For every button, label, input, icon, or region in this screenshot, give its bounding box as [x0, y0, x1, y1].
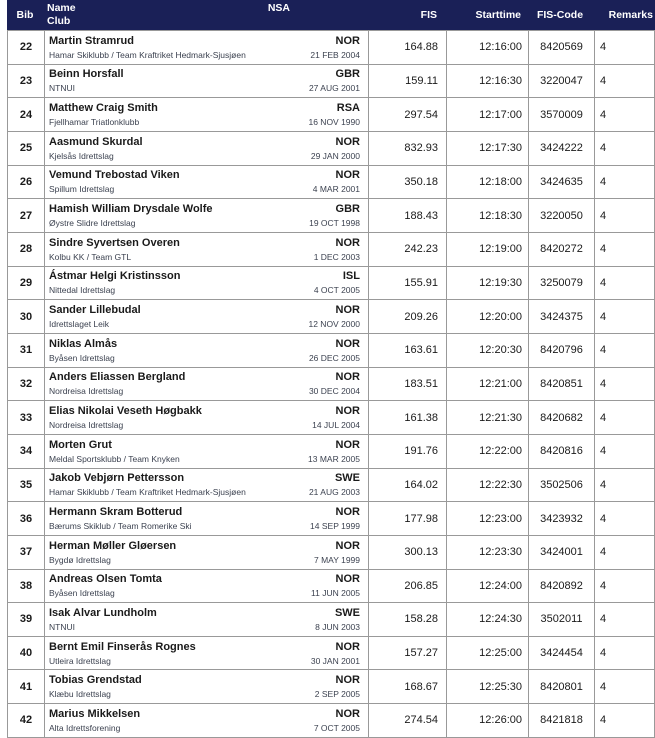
- nsa-code: NOR: [335, 371, 360, 384]
- fis-code: 3424001: [528, 536, 594, 569]
- fis-points: 157.27: [368, 637, 446, 670]
- fis-code: 3250079: [528, 267, 594, 300]
- remarks-value: 4: [594, 469, 655, 502]
- start-time: 12:23:30: [446, 536, 528, 569]
- nsa-code: NOR: [335, 337, 360, 350]
- nsa-code: NOR: [335, 707, 360, 720]
- nsa-code: NOR: [335, 135, 360, 148]
- table-row: [8, 199, 654, 233]
- bib-number: 39: [19, 613, 33, 626]
- birthdate: 4 OCT 2005: [313, 285, 360, 296]
- bib-number: 23: [19, 74, 33, 87]
- nsa-code: GBR: [335, 68, 360, 81]
- athlete-name: Bernt Emil Finserås Rognes: [49, 640, 196, 653]
- club-name: NTNUI: [49, 621, 75, 632]
- table-header-row: [7, 0, 655, 30]
- name-club-cell: [44, 132, 368, 165]
- fis-code: 3220050: [528, 199, 594, 232]
- club-name: Fjellhamar Triatlonklubb: [49, 117, 140, 128]
- remarks-value: 4: [594, 166, 655, 199]
- table-row: [8, 570, 654, 604]
- remarks-value: 4: [594, 233, 655, 266]
- remarks-value: 4: [594, 603, 655, 636]
- name-club-cell: [44, 368, 368, 401]
- club-name: Nordreisa Idrettslag: [49, 420, 124, 431]
- header-name-label: Name: [47, 2, 76, 14]
- table-row: [8, 704, 654, 738]
- name-club-cell: [44, 65, 368, 98]
- header-nsa-label: NSA: [267, 2, 290, 14]
- name-club-cell: [44, 233, 368, 266]
- nsa-code: NOR: [335, 539, 360, 552]
- remarks-value: 4: [594, 199, 655, 232]
- birthdate: 29 JAN 2000: [310, 150, 360, 161]
- name-club-cell: [44, 469, 368, 502]
- fis-points: 350.18: [368, 166, 446, 199]
- fis-code: 8420272: [528, 233, 594, 266]
- athlete-name: Sindre Syvertsen Overen: [49, 236, 180, 249]
- table-row: [8, 166, 654, 200]
- table-row: [8, 65, 654, 99]
- remarks-value: 4: [594, 570, 655, 603]
- bib-number: 24: [19, 108, 33, 121]
- athlete-name: Hermann Skram Botterud: [49, 506, 183, 519]
- club-name: Øystre Slidre Idrettslag: [49, 218, 136, 229]
- fis-points: 164.02: [368, 469, 446, 502]
- start-time: 12:25:00: [446, 637, 528, 670]
- table-row: [8, 603, 654, 637]
- table-body: [7, 30, 655, 738]
- bib-number: 26: [19, 175, 33, 188]
- fis-code: 3424375: [528, 300, 594, 333]
- name-club-cell: [44, 536, 368, 569]
- start-time: 12:21:30: [446, 401, 528, 434]
- club-name: Kjelsås Idrettslag: [49, 150, 114, 161]
- birthdate: 30 DEC 2004: [308, 386, 360, 397]
- nsa-code: ISL: [342, 270, 360, 283]
- athlete-name: Niklas Almås: [49, 337, 118, 350]
- remarks-value: 4: [594, 65, 655, 98]
- athlete-name: Beinn Horsfall: [49, 68, 124, 81]
- start-time: 12:17:00: [446, 98, 528, 131]
- table-row: [8, 670, 654, 704]
- birthdate: 16 NOV 1990: [308, 117, 360, 128]
- bib-number: 36: [19, 512, 33, 525]
- nsa-code: SWE: [334, 472, 360, 485]
- nsa-code: NOR: [335, 573, 360, 586]
- fis-code: 3570009: [528, 98, 594, 131]
- table-row: [8, 132, 654, 166]
- table-row: [8, 267, 654, 301]
- remarks-value: 4: [594, 267, 655, 300]
- nsa-code: NOR: [335, 304, 360, 317]
- remarks-value: 4: [594, 704, 655, 737]
- nsa-code: NOR: [335, 236, 360, 249]
- birthdate: 8 JUN 2003: [315, 621, 360, 632]
- fis-code: 3220047: [528, 65, 594, 98]
- table-row: [8, 368, 654, 402]
- club-name: Utleira Idrettslag: [49, 655, 111, 666]
- club-name: Bygdø Idrettslag: [49, 554, 111, 565]
- name-club-cell: [44, 704, 368, 737]
- birthdate: 7 MAY 1999: [314, 554, 360, 565]
- athlete-name: Marius Mikkelsen: [49, 707, 141, 720]
- start-time: 12:21:00: [446, 368, 528, 401]
- fis-code: 8420816: [528, 435, 594, 468]
- name-club-cell: [44, 670, 368, 703]
- name-club-cell: [44, 435, 368, 468]
- name-club-cell: [44, 637, 368, 670]
- table-row: [8, 401, 654, 435]
- fis-points: 161.38: [368, 401, 446, 434]
- birthdate: 27 AUG 2001: [308, 83, 360, 94]
- start-time: 12:18:00: [446, 166, 528, 199]
- club-name: Idrettslaget Leik: [49, 319, 110, 330]
- club-name: Kolbu KK / Team GTL: [49, 251, 132, 262]
- athlete-name: Hamish William Drysdale Wolfe: [49, 203, 213, 216]
- table-row: [8, 334, 654, 368]
- athlete-name: Aasmund Skurdal: [49, 135, 143, 148]
- fis-points: 274.54: [368, 704, 446, 737]
- bib-number: 29: [19, 276, 33, 289]
- remarks-value: 4: [594, 31, 655, 64]
- start-time: 12:18:30: [446, 199, 528, 232]
- remarks-value: 4: [594, 368, 655, 401]
- fis-code: 8420892: [528, 570, 594, 603]
- bib-number: 33: [19, 411, 33, 424]
- club-name: Bærums Skiklub / Team Romerike Ski: [49, 521, 192, 532]
- start-time: 12:25:30: [446, 670, 528, 703]
- fis-code: 8420682: [528, 401, 594, 434]
- birthdate: 21 FEB 2004: [310, 49, 360, 60]
- club-name: Hamar Skiklubb / Team Kraftriket Hedmark-Sjusjøen: [49, 49, 246, 60]
- bib-number: 35: [19, 478, 33, 491]
- table-row: [8, 31, 654, 65]
- birthdate: 4 MAR 2001: [312, 184, 360, 195]
- birthdate: 1 DEC 2003: [313, 251, 360, 262]
- name-club-cell: [44, 267, 368, 300]
- name-club-cell: [44, 199, 368, 232]
- birthdate: 11 JUN 2005: [311, 588, 360, 599]
- start-time: 12:16:30: [446, 65, 528, 98]
- fis-points: 163.61: [368, 334, 446, 367]
- club-name: Meldal Sportsklubb / Team Knyken: [49, 453, 180, 464]
- fis-code: 3424454: [528, 637, 594, 670]
- bib-number: 32: [19, 377, 33, 390]
- remarks-value: 4: [594, 334, 655, 367]
- athlete-name: Ástmar Helgi Kristinsson: [49, 270, 181, 283]
- fis-points: 832.93: [368, 132, 446, 165]
- table-row: [8, 233, 654, 267]
- nsa-code: NOR: [335, 169, 360, 182]
- birthdate: 12 NOV 2000: [308, 319, 360, 330]
- header-starttime: Starttime: [475, 9, 521, 21]
- fis-points: 159.11: [368, 65, 446, 98]
- fis-points: 177.98: [368, 502, 446, 535]
- name-club-cell: [44, 603, 368, 636]
- nsa-code: NOR: [335, 405, 360, 418]
- fis-points: 300.13: [368, 536, 446, 569]
- club-name: Byåsen Idrettslag: [49, 588, 115, 599]
- name-club-cell: [44, 31, 368, 64]
- club-name: Nittedal Idrettslag: [49, 285, 116, 296]
- start-time: 12:24:30: [446, 603, 528, 636]
- start-time: 12:26:00: [446, 704, 528, 737]
- fis-points: 206.85: [368, 570, 446, 603]
- fis-points: 297.54: [368, 98, 446, 131]
- start-time: 12:17:30: [446, 132, 528, 165]
- fis-code: 3424222: [528, 132, 594, 165]
- athlete-name: Sander Lillebudal: [49, 304, 141, 317]
- bib-number: 41: [19, 680, 33, 693]
- athlete-name: Isak Alvar Lundholm: [49, 606, 157, 619]
- fis-points: 158.28: [368, 603, 446, 636]
- athlete-name: Andreas Olsen Tomta: [49, 573, 162, 586]
- athlete-name: Morten Grut: [49, 438, 112, 451]
- nsa-code: NOR: [335, 640, 360, 653]
- athlete-name: Martin Stramrud: [49, 34, 134, 47]
- start-time: 12:20:30: [446, 334, 528, 367]
- birthdate: 7 OCT 2005: [313, 722, 360, 733]
- remarks-value: 4: [594, 401, 655, 434]
- remarks-value: 4: [594, 637, 655, 670]
- club-name: Hamar Skiklubb / Team Kraftriket Hedmark-Sjusjøen: [49, 487, 246, 498]
- athlete-name: Tobias Grendstad: [49, 674, 142, 687]
- remarks-value: 4: [594, 435, 655, 468]
- name-club-cell: [44, 300, 368, 333]
- start-time: 12:19:00: [446, 233, 528, 266]
- remarks-value: 4: [594, 132, 655, 165]
- fis-code: 3502011: [528, 603, 594, 636]
- fis-points: 242.23: [368, 233, 446, 266]
- club-name: Klæbu Idrettslag: [49, 689, 111, 700]
- fis-points: 155.91: [368, 267, 446, 300]
- fis-points: 209.26: [368, 300, 446, 333]
- fis-code: 8420851: [528, 368, 594, 401]
- athlete-name: Vemund Trebostad Viken: [49, 169, 180, 182]
- header-fis-code: FIS-Code: [536, 9, 584, 21]
- header-fis: FIS: [420, 9, 437, 21]
- birthdate: 21 AUG 2003: [308, 487, 360, 498]
- bib-number: 22: [19, 41, 33, 54]
- table-row: [8, 300, 654, 334]
- table-row: [8, 536, 654, 570]
- nsa-code: NOR: [335, 34, 360, 47]
- athlete-name: Anders Eliassen Bergland: [49, 371, 186, 384]
- bib-number: 38: [19, 579, 33, 592]
- start-time: 12:24:00: [446, 570, 528, 603]
- start-list-table: [7, 0, 655, 738]
- header-remarks: Remarks: [608, 9, 653, 21]
- header-name-club: [43, 0, 367, 30]
- birthdate: 2 SEP 2005: [314, 689, 360, 700]
- name-club-cell: [44, 98, 368, 131]
- fis-points: 164.88: [368, 31, 446, 64]
- bib-number: 31: [19, 344, 33, 357]
- nsa-code: NOR: [335, 506, 360, 519]
- athlete-name: Elias Nikolai Veseth Høgbakk: [49, 405, 202, 418]
- remarks-value: 4: [594, 300, 655, 333]
- table-row: [8, 98, 654, 132]
- fis-code: 3424635: [528, 166, 594, 199]
- fis-code: 3502506: [528, 469, 594, 502]
- bib-number: 40: [19, 647, 33, 660]
- bib-number: 42: [19, 714, 33, 727]
- club-name: NTNUI: [49, 83, 75, 94]
- birthdate: 26 DEC 2005: [308, 352, 360, 363]
- bib-number: 37: [19, 546, 33, 559]
- remarks-value: 4: [594, 98, 655, 131]
- birthdate: 19 OCT 1998: [309, 218, 360, 229]
- start-time: 12:19:30: [446, 267, 528, 300]
- club-name: Alta Idrettsforening: [49, 722, 121, 733]
- name-club-cell: [44, 570, 368, 603]
- bib-number: 30: [19, 310, 33, 323]
- fis-points: 191.76: [368, 435, 446, 468]
- nsa-code: RSA: [336, 102, 360, 115]
- fis-code: 8421818: [528, 704, 594, 737]
- name-club-cell: [44, 166, 368, 199]
- bib-number: 28: [19, 243, 33, 256]
- fis-points: 168.67: [368, 670, 446, 703]
- athlete-name: Matthew Craig Smith: [49, 102, 158, 115]
- table-row: [8, 435, 654, 469]
- bib-number: 27: [19, 209, 33, 222]
- name-club-cell: [44, 401, 368, 434]
- name-club-cell: [44, 502, 368, 535]
- header-club-label: Club: [47, 15, 71, 27]
- remarks-value: 4: [594, 502, 655, 535]
- bib-number: 34: [19, 445, 33, 458]
- header-bib: Bib: [16, 9, 34, 21]
- start-time: 12:22:00: [446, 435, 528, 468]
- start-time: 12:16:00: [446, 31, 528, 64]
- remarks-value: 4: [594, 536, 655, 569]
- club-name: Nordreisa Idrettslag: [49, 386, 124, 397]
- start-time: 12:20:00: [446, 300, 528, 333]
- birthdate: 14 SEP 1999: [310, 521, 360, 532]
- name-club-cell: [44, 334, 368, 367]
- remarks-value: 4: [594, 670, 655, 703]
- birthdate: 30 JAN 2001: [310, 655, 360, 666]
- fis-code: 8420569: [528, 31, 594, 64]
- fis-code: 8420796: [528, 334, 594, 367]
- nsa-code: GBR: [335, 203, 360, 216]
- birthdate: 14 JUL 2004: [312, 420, 360, 431]
- athlete-name: Jakob Vebjørn Pettersson: [49, 472, 185, 485]
- table-row: [8, 637, 654, 671]
- fis-points: 188.43: [368, 199, 446, 232]
- fis-code: 3423932: [528, 502, 594, 535]
- start-time: 12:22:30: [446, 469, 528, 502]
- bib-number: 25: [19, 142, 33, 155]
- start-time: 12:23:00: [446, 502, 528, 535]
- club-name: Byåsen Idrettslag: [49, 352, 115, 363]
- nsa-code: NOR: [335, 674, 360, 687]
- nsa-code: SWE: [334, 606, 360, 619]
- table-row: [8, 502, 654, 536]
- athlete-name: Herman Møller Gløersen: [49, 539, 177, 552]
- fis-code: 8420801: [528, 670, 594, 703]
- birthdate: 13 MAR 2005: [308, 453, 360, 464]
- fis-points: 183.51: [368, 368, 446, 401]
- nsa-code: NOR: [335, 438, 360, 451]
- club-name: Spillum Idrettslag: [49, 184, 115, 195]
- table-row: [8, 469, 654, 503]
